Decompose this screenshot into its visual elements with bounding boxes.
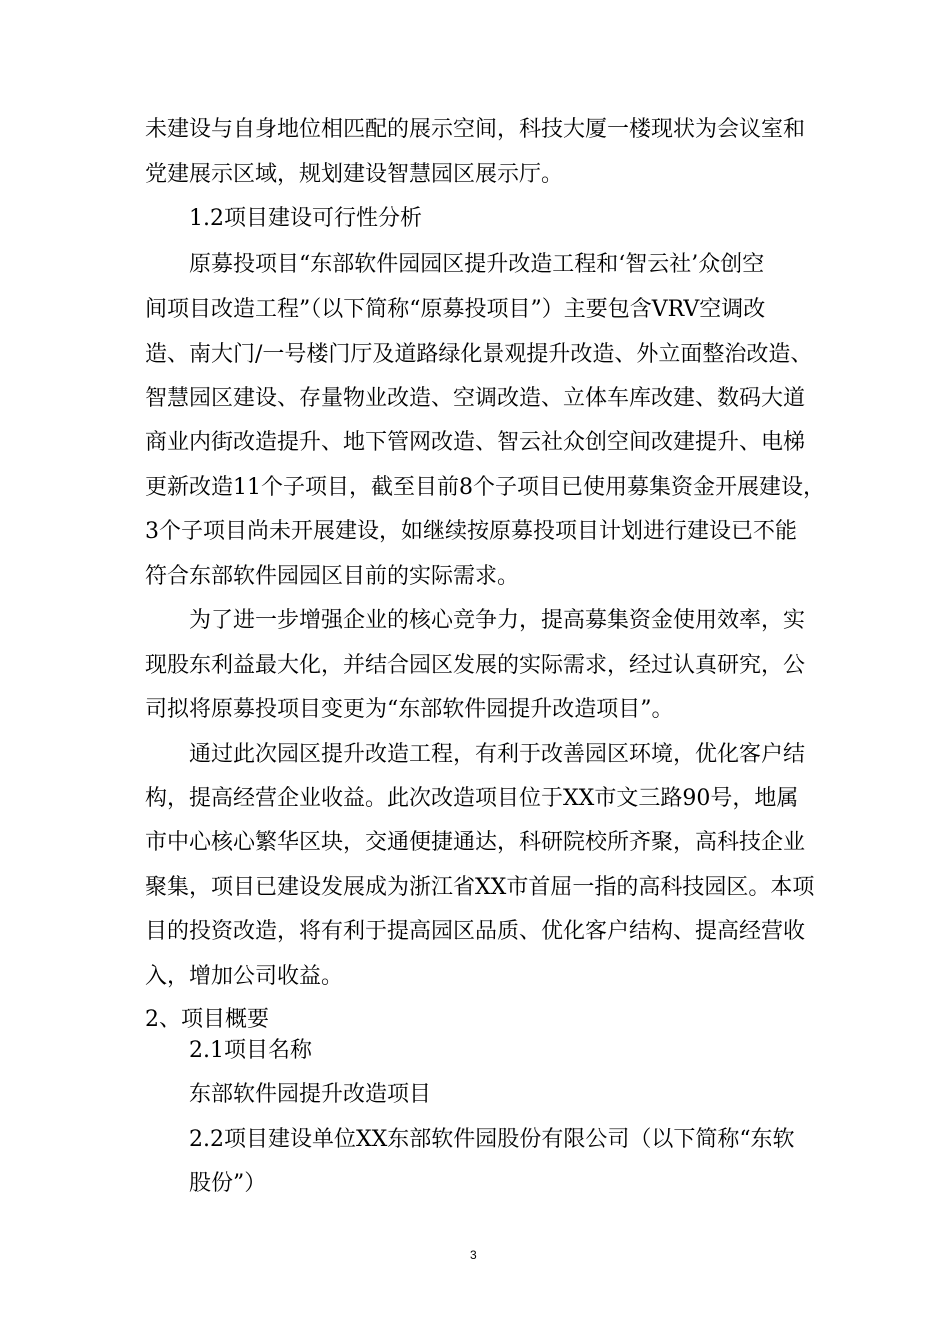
text-line: 通过此次园区提升改造工程，有利于改善园区环境，优化客户结 (189, 742, 806, 767)
text-line: 为了进一步增强企业的核心竞争力，提高募集资金使用效率，实 (189, 608, 806, 633)
text-line: 股份”） (189, 1171, 267, 1196)
text-line: 聚集，项目已建设发展成为浙江省XX市首屈一指的高科技园区。本项 (145, 875, 815, 900)
text-line: 商业内街改造提升、地下管网改造、智云社众创空间改建提升、电梯 (145, 430, 806, 455)
text-line: 构，提高经营企业收益。此次改造项目位于XX市文三路90号，地属 (145, 786, 799, 811)
text-line: 更新改造11个子项目，截至目前8个子项目已使用募集资金开展建设， (145, 475, 825, 500)
text-line: 现股东利益最大化，并结合园区发展的实际需求，经过认真研究，公 (145, 653, 806, 678)
text-line: 原募投项目“东部软件园园区提升改造工程和‘智云社’众创空 (189, 252, 765, 277)
text-line: 2.1项目名称 (189, 1038, 312, 1063)
text-line: 2、项目概要 (145, 1007, 269, 1032)
text-line: 3个子项目尚未开展建设，如继续按原募投项目计划进行建设已不能 (145, 519, 797, 544)
text-line: 东部软件园提升改造项目 (189, 1082, 432, 1107)
text-line: 造、南大门/一号楼门厅及道路绿化景观提升改造、外立面整治改造、 (145, 342, 813, 367)
page-number: 3 (470, 1248, 477, 1262)
text-line: 2.2项目建设单位XX东部软件园股份有限公司（以下简称“东软 (189, 1127, 795, 1152)
text-line: 入，增加公司收益。 (145, 964, 344, 989)
text-line: 党建展示区域，规划建设智慧园区展示厅。 (145, 162, 564, 187)
text-line: 市中心核心繁华区块，交通便捷通达，科研院校所齐聚，高科技企业 (145, 830, 806, 855)
text-line: 司拟将原募投项目变更为“东部软件园提升改造项目”。 (145, 697, 674, 722)
text-line: 符合东部软件园园区目前的实际需求。 (145, 564, 520, 589)
text-line: 智慧园区建设、存量物业改造、空调改造、立体车库改建、数码大道 (145, 386, 806, 411)
text-line: 目的投资改造，将有利于提高园区品质、优化客户结构、提高经营收 (145, 919, 806, 944)
text-line: 间项目改造工程”（以下简称“原募投项目”）主要包含VRV空调改 (145, 297, 766, 322)
text-line: 未建设与自身地位相匹配的展示空间，科技大厦一楼现状为会议室和 (145, 117, 806, 142)
text-line: 1.2项目建设可行性分析 (189, 206, 422, 231)
